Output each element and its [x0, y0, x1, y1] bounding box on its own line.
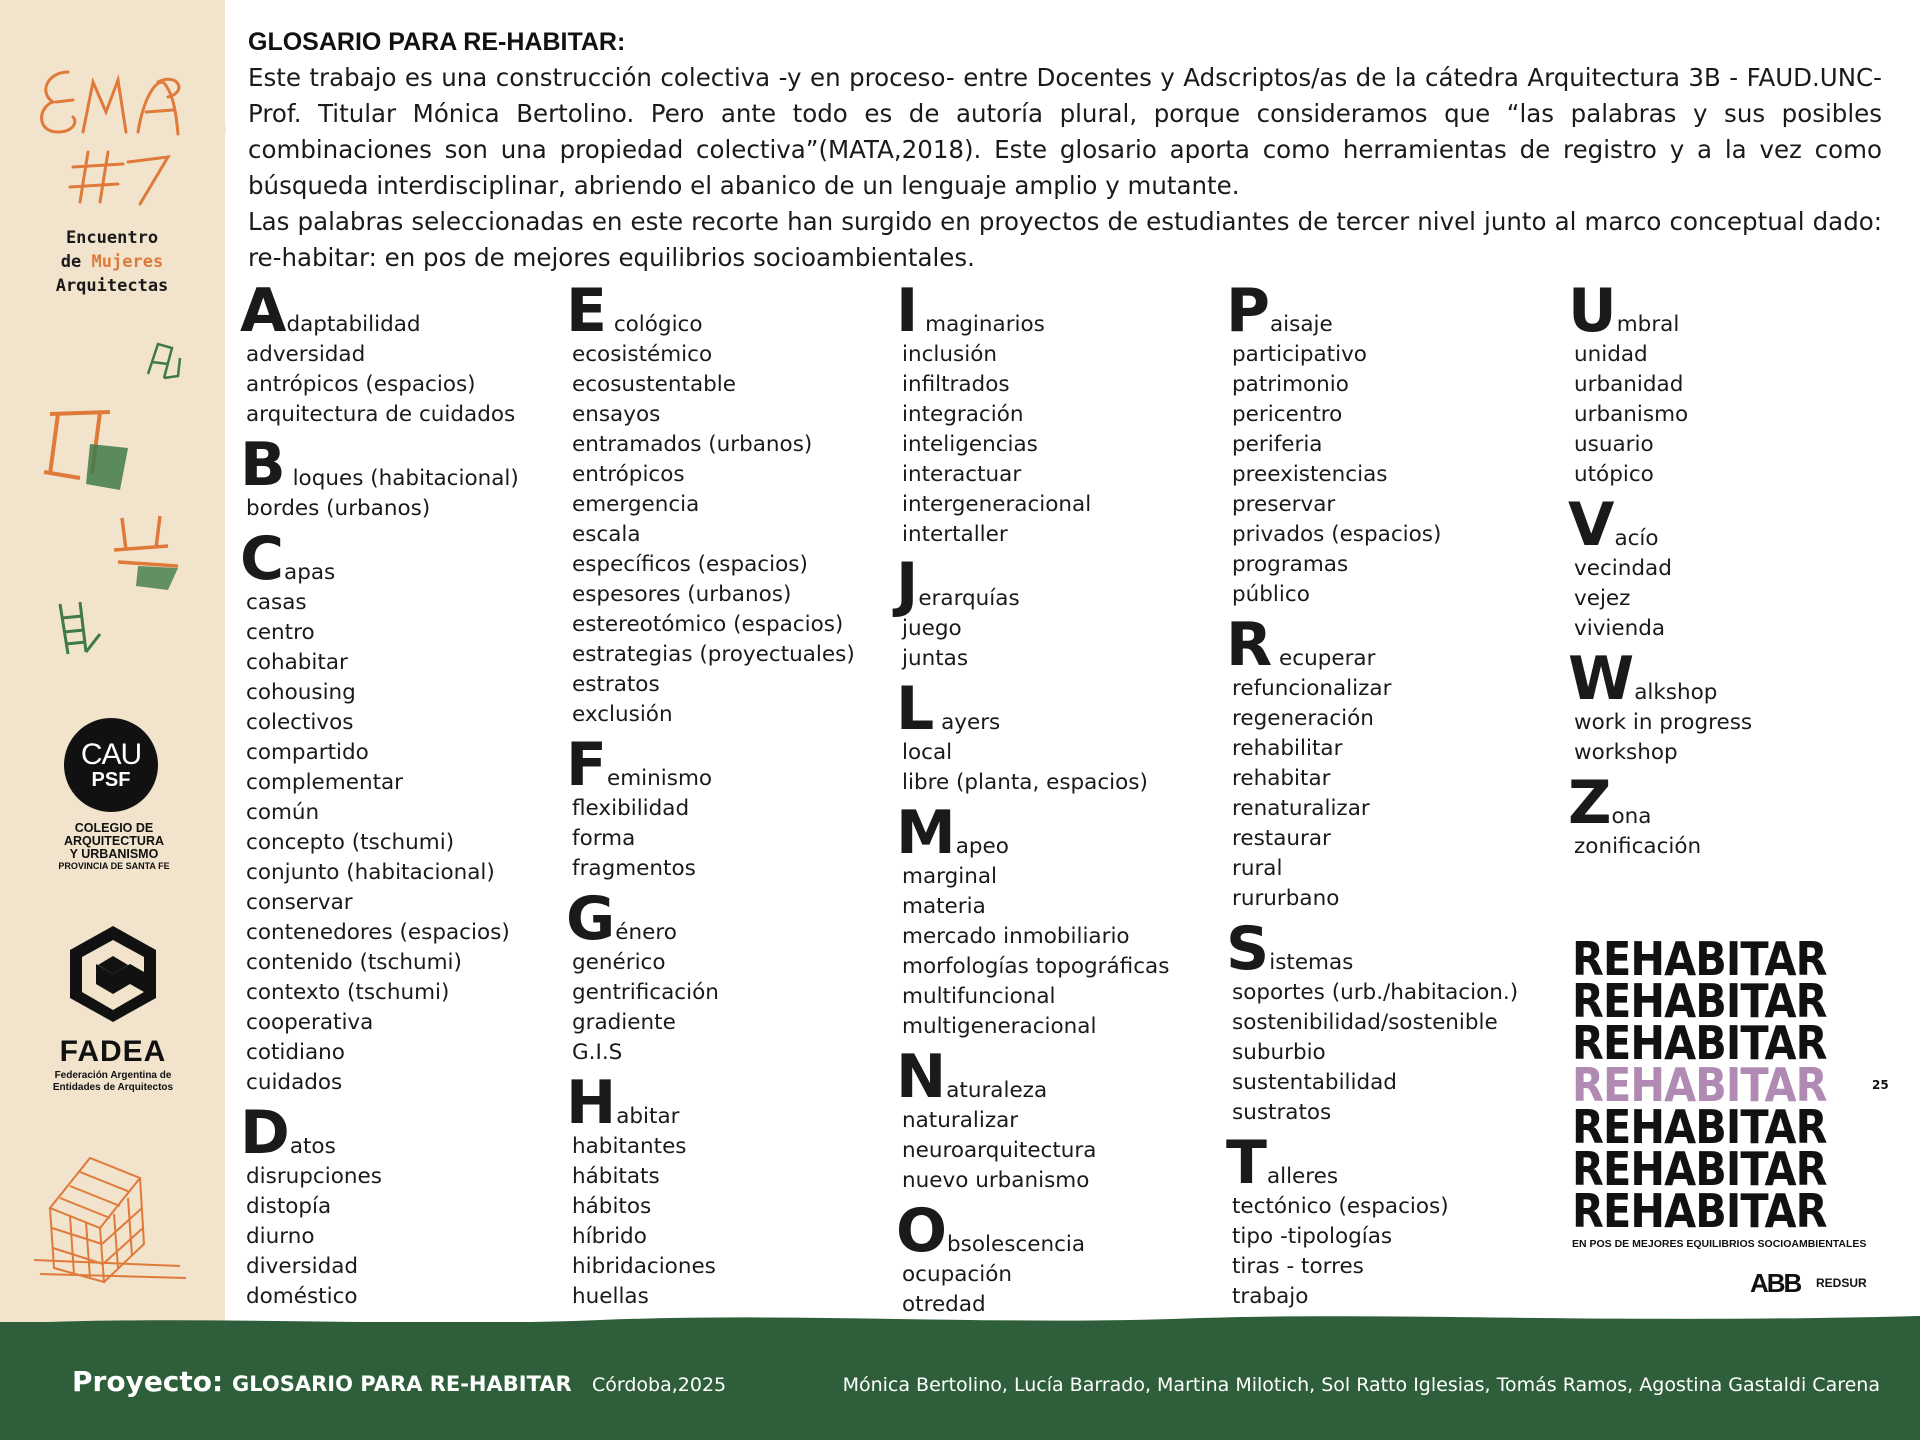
- glossary-term: participativo: [1232, 342, 1367, 367]
- cau-caption-line1: COLEGIO DE: [74, 821, 154, 835]
- caption-line-arquitectas: Arquitectas: [55, 276, 169, 296]
- fadea-sub-line2: Entidades de Arquitectos: [52, 1082, 174, 1093]
- letter-heading: [1226, 276, 1518, 346]
- glossary-term: específicos (espacios): [572, 552, 808, 577]
- glossary-term: ocupación: [902, 1262, 1012, 1287]
- glossary-term: ecosustentable: [572, 372, 736, 397]
- glossary-term: exclusión: [572, 702, 673, 727]
- glossary-term: sustratos: [1232, 1100, 1332, 1125]
- glossary-term: huellas: [572, 1284, 649, 1309]
- glossary-term: ensayos: [572, 402, 661, 427]
- glossary-term: sustentabilidad: [1232, 1070, 1397, 1095]
- intro-text: [248, 60, 1882, 276]
- rehabitar-word: REHABITAR: [1572, 974, 1827, 1028]
- glossary-term: hábitats: [572, 1164, 660, 1189]
- letter-heading: [1226, 914, 1518, 984]
- glossary-term: disrupciones: [246, 1164, 382, 1189]
- glossary-term: preservar: [1232, 492, 1336, 517]
- letter-heading: [240, 524, 519, 594]
- glossary-term: cotidiano: [246, 1040, 345, 1065]
- cau-logo-line2: PSF: [91, 769, 131, 791]
- glossary-term: restaurar: [1232, 826, 1331, 851]
- heading-word-rest: atos: [289, 1134, 336, 1159]
- fadea-subtitle: [30, 1070, 196, 1094]
- glossary-term: contenedores (espacios): [246, 920, 510, 945]
- heading-word-rest: bsolescencia: [947, 1232, 1086, 1257]
- initial-letter: R: [1226, 610, 1271, 680]
- glossary-term: ecosistémico: [572, 342, 713, 367]
- initial-letter: W: [1568, 644, 1633, 714]
- letter-group: [1226, 610, 1518, 914]
- initial-letter: B: [240, 430, 284, 500]
- glossary-term: público: [1232, 582, 1310, 607]
- glossary-column-5: [1568, 276, 1753, 868]
- glossary-term: regeneración: [1232, 706, 1374, 731]
- intro-paragraph-2: Las palabras seleccionadas en este recorte han surgido en proyectos de estudiantes de tercer nivel junto al marco conceptual dado: re-habitar: en pos de mejores equilibrios socioambientales.: [248, 207, 1882, 272]
- rehabitar-word: REHABITAR: [1572, 1016, 1827, 1070]
- heading-word-rest: énero: [615, 920, 677, 945]
- footer-label: Proyecto:: [72, 1365, 224, 1398]
- rehabitar-word: REHABITAR: [1572, 932, 1827, 986]
- heading-word-rest: acío: [1614, 526, 1659, 551]
- glossary-term: entrópicos: [572, 462, 685, 487]
- letter-group: [1568, 276, 1752, 490]
- ema-logo: [28, 52, 198, 212]
- glossary-term: mercado inmobiliario: [902, 924, 1130, 949]
- glossary-term: otredad: [902, 1292, 986, 1317]
- initial-letter: S: [1226, 914, 1268, 984]
- glossary-term: híbrido: [572, 1224, 647, 1249]
- glossary-term: vejez: [1574, 586, 1631, 611]
- glossary-term: intertaller: [902, 522, 1008, 547]
- glossary-term: cooperativa: [246, 1010, 374, 1035]
- letter-heading: [896, 1042, 1169, 1112]
- torn-paper-edge: [200, 0, 240, 1330]
- glossary-term: usuario: [1574, 432, 1654, 457]
- heading-word-rest: daptabilidad: [286, 312, 421, 337]
- glossary-term: cohabitar: [246, 650, 348, 675]
- letter-heading: [896, 1196, 1169, 1266]
- glossary-term: trabajo: [1232, 1284, 1309, 1309]
- heading-word-rest: aisaje: [1269, 312, 1333, 337]
- glossary-term: conservar: [246, 890, 353, 915]
- glossary-term: centro: [246, 620, 315, 645]
- initial-letter: A: [240, 276, 285, 346]
- letter-group: [1226, 1128, 1518, 1312]
- heading-word-rest: alleres: [1266, 1164, 1339, 1189]
- glossary-term: flexibilidad: [572, 796, 690, 821]
- heading-word-rest: apeo: [955, 834, 1009, 859]
- letter-group: [1568, 644, 1753, 768]
- fadea-name: FADEA: [59, 1035, 167, 1068]
- glossary-term: doméstico: [246, 1284, 358, 1309]
- initial-letter: H: [566, 1068, 615, 1138]
- letter-heading: [1568, 490, 1752, 560]
- fadea-sub-line1: Federación Argentina de: [54, 1070, 172, 1081]
- letter-group: [566, 730, 855, 884]
- fadea-logo-icon: [70, 926, 156, 1022]
- letter-group: [240, 524, 519, 1098]
- glossary-term: hábitos: [572, 1194, 652, 1219]
- initial-letter: Z: [1568, 768, 1610, 838]
- letter-heading: [896, 798, 1169, 868]
- initial-letter: N: [896, 1042, 945, 1112]
- letter-group: [566, 884, 855, 1068]
- initial-letter: T: [1226, 1128, 1265, 1198]
- letter-heading: [566, 730, 855, 800]
- glossary-term: naturalizar: [902, 1108, 1019, 1133]
- glossary-term: unidad: [1574, 342, 1648, 367]
- ema-caption: [20, 226, 204, 298]
- glossary-term: infiltrados: [902, 372, 1010, 397]
- initial-letter: M: [896, 798, 954, 868]
- initial-letter: F: [566, 730, 605, 800]
- caption-mujeres: Mujeres: [91, 252, 164, 272]
- glossary-term: intergeneracional: [902, 492, 1092, 517]
- heading-word-rest: apas: [284, 560, 336, 585]
- glossary-term: tectónico (espacios): [1232, 1194, 1449, 1219]
- glossary-term: distopía: [246, 1194, 332, 1219]
- glossary-term: juego: [902, 616, 962, 641]
- glossary-term: local: [902, 740, 953, 765]
- glossary-term: urbanidad: [1574, 372, 1684, 397]
- letter-group: [896, 1196, 1169, 1320]
- letter-heading: [240, 276, 519, 346]
- glossary-term: diurno: [246, 1224, 315, 1249]
- initial-letter: E: [566, 276, 605, 346]
- glossary-term: morfologías topográficas: [902, 954, 1170, 979]
- rehabitar-word-highlight: REHABITAR: [1572, 1058, 1827, 1112]
- letter-group: [896, 550, 1169, 674]
- heading-word-rest: loques (habitacional): [285, 466, 519, 491]
- footer-place-date: Córdoba,2025: [592, 1374, 727, 1396]
- glossary-term: G.I.S: [572, 1040, 623, 1065]
- glossary-term: rehabitar: [1232, 766, 1331, 791]
- rehabitar-poster: [1572, 932, 1889, 1258]
- rehabitar-word: REHABITAR: [1572, 1184, 1827, 1238]
- glossary-term: preexistencias: [1232, 462, 1388, 487]
- glossary-term: rururbano: [1232, 886, 1340, 911]
- glossary-term: estereotómico (espacios): [572, 612, 844, 637]
- glossary-term: programas: [1232, 552, 1349, 577]
- letter-group: [1226, 914, 1519, 1128]
- letter-group: [896, 798, 1170, 1042]
- letter-heading: [566, 1068, 855, 1138]
- cau-caption-line3: Y URBANISMO: [69, 847, 159, 861]
- house-sketch-icon: [30, 1148, 190, 1288]
- glossary-term: forma: [572, 826, 636, 851]
- heading-word-rest: alkshop: [1634, 680, 1718, 705]
- footer-authors: Mónica Bertolino, Lucía Barrado, Martina Milotich, Sol Ratto Iglesias, Tomás Ramos, Agostina Gastaldi Carena: [842, 1374, 1880, 1396]
- letter-group: [1226, 276, 1518, 610]
- glossary-term: inteligencias: [902, 432, 1038, 457]
- glossary-term: urbanismo: [1574, 402, 1689, 427]
- glossary-term: diversidad: [246, 1254, 359, 1279]
- glossary-term: suburbio: [1232, 1040, 1326, 1065]
- initial-letter: D: [240, 1098, 288, 1168]
- glossary-term: neuroarquitectura: [902, 1138, 1097, 1163]
- initial-letter: O: [896, 1196, 946, 1266]
- glossary-column-2: [566, 276, 855, 1318]
- glossary-term: hibridaciones: [572, 1254, 716, 1279]
- glossary-term: sostenibilidad/sostenible: [1232, 1010, 1498, 1035]
- cau-caption-line4: PROVINCIA DE SANTA FE: [58, 861, 170, 871]
- glossary-term: renaturalizar: [1232, 796, 1370, 821]
- glossary-term: fragmentos: [572, 856, 696, 881]
- letter-heading: [240, 1098, 519, 1168]
- letter-group: [896, 1042, 1169, 1196]
- glossary-term: workshop: [1574, 740, 1678, 765]
- letter-heading: [896, 276, 1169, 346]
- letter-group: [240, 430, 519, 524]
- glossary-term: espesores (urbanos): [572, 582, 792, 607]
- stool-doodle-icon: [108, 510, 184, 594]
- glossary-term: interactuar: [902, 462, 1022, 487]
- caption-line-encuentro: Encuentro: [65, 228, 159, 248]
- glossary-term: común: [246, 800, 320, 825]
- glossary-term: estratos: [572, 672, 660, 697]
- glossary-term: estrategias (proyectuales): [572, 642, 855, 667]
- glossary-term: gradiente: [572, 1010, 676, 1035]
- glossary-term: bordes (urbanos): [246, 496, 431, 521]
- letter-heading: [896, 550, 1169, 620]
- glossary-term: escala: [572, 522, 641, 547]
- footer-project-title: GLOSARIO PARA RE-HABITAR: [232, 1372, 572, 1396]
- glossary-term: inclusión: [902, 342, 997, 367]
- caption-de: de: [60, 252, 82, 272]
- abb-logo: ABB: [1750, 1268, 1801, 1298]
- letter-group: [896, 674, 1169, 798]
- heading-word-rest: cológico: [607, 312, 703, 337]
- glossary-column-3: [896, 276, 1170, 1326]
- letter-group: [1568, 490, 1752, 644]
- glossary-term: tipo -tipologías: [1232, 1224, 1393, 1249]
- glossary-term: patrimonio: [1232, 372, 1349, 397]
- initial-letter: J: [896, 550, 917, 620]
- letter-heading: [240, 430, 519, 500]
- glossary-term: rehabilitar: [1232, 736, 1343, 761]
- glossary-term: contexto (tschumi): [246, 980, 450, 1005]
- glossary-term: libre (planta, espacios): [902, 770, 1148, 795]
- letter-heading: [896, 674, 1169, 744]
- heading-word-rest: eminismo: [607, 766, 713, 791]
- glossary-term: emergencia: [572, 492, 700, 517]
- glossary-term: privados (espacios): [1232, 522, 1442, 547]
- table-doodle-icon: [40, 404, 132, 492]
- letter-group: [566, 276, 855, 730]
- initial-letter: P: [1226, 276, 1268, 346]
- page-title: GLOSARIO PARA RE-HABITAR:: [248, 28, 626, 56]
- letter-heading: [566, 884, 855, 954]
- glossary-term: concepto (tschumi): [246, 830, 455, 855]
- letter-group: [1568, 768, 1752, 862]
- glossary-term: pericentro: [1232, 402, 1343, 427]
- glossary-term: gentrificación: [572, 980, 719, 1005]
- initial-letter: C: [240, 524, 283, 594]
- rehabitar-tagline: EN POS DE MEJORES EQUILIBRIOS SOCIOAMBIENTALES: [1572, 1238, 1867, 1250]
- cau-logo-line1: CAU: [80, 738, 142, 771]
- chair-doodle-icon: [138, 334, 186, 386]
- glossary-term: multigeneracional: [902, 1014, 1097, 1039]
- rehabitar-word: REHABITAR: [1572, 1142, 1827, 1196]
- cau-psf-logo: [64, 718, 158, 812]
- glossary-term: work in progress: [1574, 710, 1753, 735]
- glossary-term: periferia: [1232, 432, 1323, 457]
- glossary-term: colectivos: [246, 710, 354, 735]
- glossary-term: arquitectura de cuidados: [246, 402, 516, 427]
- glossary-term: adversidad: [246, 342, 366, 367]
- initial-letter: U: [1568, 276, 1615, 346]
- letter-heading: [1226, 610, 1518, 680]
- glossary-term: rural: [1232, 856, 1283, 881]
- letter-group: [896, 276, 1169, 550]
- cau-caption-line2: ARQUITECTURA: [64, 834, 164, 848]
- glossary-term: tiras - torres: [1232, 1254, 1364, 1279]
- initial-letter: V: [1568, 490, 1613, 560]
- initial-letter: I: [896, 276, 917, 346]
- glossary-term: vecindad: [1574, 556, 1672, 581]
- letter-heading: [1568, 768, 1752, 838]
- glossary-column-4: [1226, 276, 1519, 1318]
- glossary-term: cohousing: [246, 680, 356, 705]
- glossary-term: habitantes: [572, 1134, 687, 1159]
- glossary-term: integración: [902, 402, 1024, 427]
- glossary-term: cuidados: [246, 1070, 343, 1095]
- glossary-term: entramados (urbanos): [572, 432, 813, 457]
- glossary-term: conjunto (habitacional): [246, 860, 495, 885]
- heading-word-rest: mbral: [1616, 312, 1680, 337]
- glossary-term: marginal: [902, 864, 997, 889]
- letter-group: [240, 1098, 519, 1312]
- glossary-term: utópico: [1574, 462, 1654, 487]
- heading-word-rest: abitar: [616, 1104, 680, 1129]
- letter-heading: [1226, 1128, 1518, 1198]
- glossary-term: nuevo urbanismo: [902, 1168, 1090, 1193]
- glossary-term: compartido: [246, 740, 369, 765]
- heading-word-rest: maginarios: [918, 312, 1045, 337]
- glossary-term: casas: [246, 590, 307, 615]
- initial-letter: L: [896, 674, 933, 744]
- heading-word-rest: ecuperar: [1272, 646, 1376, 671]
- glossary-term: juntas: [902, 646, 969, 671]
- initial-letter: G: [566, 884, 614, 954]
- glossary-term: antrópicos (espacios): [246, 372, 476, 397]
- letter-heading: [1568, 644, 1752, 714]
- intro-paragraph-1: Este trabajo es una construcción colectiva -y en proceso- entre Docentes y Adscriptos/as de la cátedra Arquitectura 3B - FAUD.UNC- Prof. Titular Mónica Bertolino. Pero ante todo es de autoría plural, porque consideramos que “las palabras y sus posibles combinaciones son una propiedad colectiva”(MATA,2018). Este glosario aporta como herramientas de registro y a la vez como búsqueda interdisciplinar, abriendo el abanico de un lenguaje amplio y mutante.: [248, 63, 1882, 200]
- redsur-logo: REDSUR: [1816, 1276, 1867, 1290]
- glossary-term: genérico: [572, 950, 666, 975]
- heading-word-rest: ayers: [934, 710, 1001, 735]
- glossary-term: materia: [902, 894, 986, 919]
- letter-group: [240, 276, 519, 430]
- glossary-term: zonificación: [1574, 834, 1702, 859]
- glossary-term: contenido (tschumi): [246, 950, 462, 975]
- letter-heading: [1568, 276, 1752, 346]
- heading-word-rest: ona: [1611, 804, 1652, 829]
- letter-heading: [566, 276, 855, 346]
- glossary-term: complementar: [246, 770, 404, 795]
- glossary-term: vivienda: [1574, 616, 1666, 641]
- ladder-chair-doodle-icon: [54, 598, 104, 660]
- rehabitar-number: 25: [1872, 1078, 1889, 1092]
- letter-group: [566, 1068, 855, 1312]
- cau-caption: [44, 822, 184, 872]
- heading-word-rest: aturaleza: [946, 1078, 1048, 1103]
- glossary-term: multifuncional: [902, 984, 1056, 1009]
- heading-word-rest: istemas: [1269, 950, 1354, 975]
- glossary-column-1: [240, 276, 519, 1318]
- glossary-term: refuncionalizar: [1232, 676, 1392, 701]
- glossary-term: soportes (urb./habitacion.): [1232, 980, 1519, 1005]
- heading-word-rest: erarquías: [918, 586, 1020, 611]
- rehabitar-word: REHABITAR: [1572, 1100, 1827, 1154]
